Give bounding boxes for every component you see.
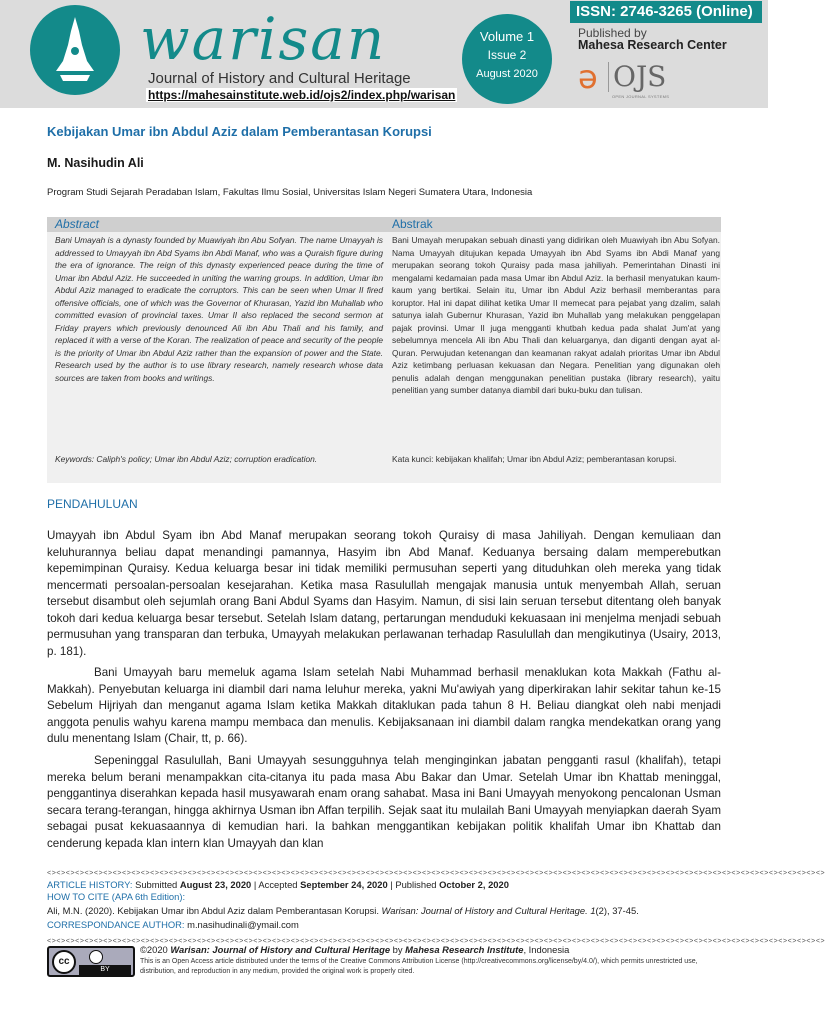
issue-label: Issue 2 xyxy=(487,48,527,62)
license-text: This is an Open Access article distributed under the terms of the Creative Commons Attribution License (http://creativecommons.org/license/by/4.0/), which permits unrestricted use, distribution, and reproduction in any medium, provided the original work is properly cited. xyxy=(140,958,698,975)
article-history xyxy=(47,879,509,891)
cc-by-label: BY xyxy=(79,965,131,975)
copyright-country: , Indonesia xyxy=(523,944,570,955)
correspondence-email-link[interactable]: m.nasihudinali@ymail.com xyxy=(187,919,299,930)
accepted-label: | Accepted xyxy=(253,879,298,890)
published-by-label: Published by xyxy=(578,26,647,40)
journal-url-link[interactable]: https://mahesainstitute.web.id/ojs2/index.php/warisan xyxy=(148,88,456,102)
copyright-by: by xyxy=(392,944,403,955)
correspondence-label: CORRESPONDANCE AUTHOR: xyxy=(47,919,185,930)
copyright-journal: Warisan: Journal of History and Cultural Heritage xyxy=(170,944,391,955)
ojs-wordmark: OJS xyxy=(608,62,666,92)
body-paragraph: Sepeninggal Rasulullah, Bani Umayyah sesungguhnya telah menginginkan jabatan pengganti rasul (khalifah), tetapi mereka belum berani menampakkan cita-citanya itu pada masa Abu Bakar dan Umar. Setelah Umar ibn Khattab meninggal, penggantinya diserahkan kepada hasil musyawarah enam orang sahabat. Masa ini Bani Umayyah menyokong pencalonan Usman secara terang-terangan, hingga akhirnya Usman ibn Affan terpilih. Sejak saat itu mulailah Bani Umayyah menyiapkan daerah Syam sebagai pusat kekuasaannya di kemudian hari. Ia bahkan menggantikan kebijakan politik khalifah Umar ibn Khattab dan cenderung kepada klan intern klan Umayyah dan klan xyxy=(47,754,721,850)
abstract-text-id: Bani Umayah merupakan sebuah dinasti yang didirikan oleh Muawiyah ibn Abu Sofyan. Nama Umayyah ditujukan kepada Umayyah ibn Abd Syams ibn Abdi Manaf yang merupakan seorang tokoh Quraisy pada masa jahiliyah. Pemerintahan Dinasti ini mengalami kedamaian pada masa Umar ibn Abdul Aziz. Ia berhasil menyatukan kaum-kaum yang bertikai. Selain itu, Umar ibn Abdul Aziz berhasil memberantas para koruptor. Hal ini dapat dilihat ketika Umar II memecat para pejabat yang dzalim, salah satunya ialah Gubernur Khurasan, Yazid ibn Muhallab yang melakukan penggelapan pajak provinsi. Umar II juga mengganti khutbah kedua pada shalat Jum'at yang sebelumnya mencela Ali ibn Abu Thali dan keluarganya, dan diganti dengan ayat al-Quran. Perwujudan ketenangan dan keamanan rakyat adalah prioritas Umar ibn Abdul Aziz ketimbang perluasan kekuasan dan Negara. Penelitian yang digunakan oleh penulis adalah dengan menggunakan penelitian pustaka (library research), yaitu penelitian yang sumber datanya diambil dari buku-buku dan tulisan. xyxy=(392,235,720,395)
section-heading: PENDAHULUAN xyxy=(47,497,138,511)
copyright-line xyxy=(140,944,569,955)
ojs-subtitle: OPEN JOURNAL SYSTEMS xyxy=(612,94,670,99)
correspondence xyxy=(47,919,299,931)
abstract-heading-en: Abstract xyxy=(47,217,384,232)
submitted-date: August 23, 2020 xyxy=(179,879,252,890)
journal-header xyxy=(0,0,768,108)
article-author: M. Nasihudin Ali xyxy=(47,156,144,170)
cite-label: HOW TO CITE (APA 6th Edition): xyxy=(47,891,186,902)
citation-issue: (2), 37-45. xyxy=(595,905,639,916)
accepted-date: September 24, 2020 xyxy=(300,879,388,890)
article-title: Kebijakan Umar ibn Abdul Aziz dalam Pemberantasan Korupsi xyxy=(47,124,432,139)
copyright-institute: Mahesa Research Institute xyxy=(405,944,524,955)
issue-date: August 2020 xyxy=(476,68,538,80)
journal-subtitle: Journal of History and Cultural Heritage xyxy=(148,70,411,87)
citation-journal: Warisan: Journal of History and Cultural Heritage. 1 xyxy=(381,905,596,916)
person-icon xyxy=(89,950,103,964)
cc-license-badge[interactable] xyxy=(47,946,135,977)
tower-icon xyxy=(30,5,120,95)
published-label: | Published xyxy=(390,879,437,890)
issn-badge: ISSN: 2746-3265 (Online) xyxy=(570,1,762,23)
footer-separator: <><><><><><><><><><><><><><><><><><><><><><><><><><><><><><><><><><><><><><><><><><><><><><><><><><><><><><><><><><><><><><><><><><><><><><><><><><><><><><><><><><><> xyxy=(47,870,825,877)
body-paragraph: Umayyah ibn Abdul Syam ibn Abd Manaf merupakan seorang tokoh Quraisy di masa Jahiliyah. Dengan kemuliaan dan keluhurannya beliau dapat menandingi pamannya, Hasyim ibn Abd Manaf. Keduanya bersaing dalam memperebutkan kepemimpinan Quraisy. Kedua keluarga besar ini tidak memiliki permusuhan seperti yang dituduhkan oleh mereka yang tidak mencermati persoalan-persoalan kesejarahan. Ketika masa Rasulullah mengajak manusia untuk menyembah Allah, seruan tersebut disambut oleh sejumlah orang Bani Abdul Syams dan Hasyim. Namun, di sisi lain seruan tersebut ditentang oleh banyak tokoh dari kedua keluarga besar tersebut. Setelah Islam datang, pertarungan menduduki kekuasaan ini menjelma menjadi sebuah permusuhan yang transparan dan terbuka, Umayyah melakukan perlawanan terhadap Rasulullah dan mengikutinya (Usairy, 2013, p. 181). xyxy=(47,529,721,658)
journal-brand: warisan xyxy=(140,5,387,73)
keywords-id: Kata kunci: kebijakan khalifah; Umar ibn Abdul Aziz; pemberantasan korupsi. xyxy=(392,454,677,464)
citation xyxy=(47,905,639,917)
ojs-mark-icon: ə xyxy=(578,58,598,96)
citation-text: Ali, M.N. (2020). Kebijakan Umar ibn Abdul Aziz dalam Pemberantasan Korupsi. xyxy=(47,905,379,916)
keywords-en: Keywords: Caliph's policy; Umar ibn Abdul Aziz; corruption eradication. xyxy=(55,454,318,464)
published-date: October 2, 2020 xyxy=(439,879,509,890)
volume-label: Volume 1 xyxy=(479,29,535,44)
cite-heading xyxy=(47,891,185,903)
ojs-logo xyxy=(578,60,698,102)
cc-icon: cc xyxy=(52,950,76,974)
abstract-section xyxy=(47,217,721,483)
abstract-heading-id: Abstrak xyxy=(384,217,721,232)
author-affiliation: Program Studi Sejarah Peradaban Islam, Fakultas Ilmu Sosial, Universitas Islam Negeri Sumatera Utara, Indonesia xyxy=(47,187,533,198)
submitted-label: Submitted xyxy=(135,879,178,890)
footer-separator: <><><><><><><><><><><><><><><><><><><><><><><><><><><><><><><><><><><><><><><><><><><><><><><><><><><><><><><><><><><><><><><><><><><><><><><><><><><><><><><><><><><> xyxy=(47,938,825,945)
abstract-text-en: Bani Umayah is a dynasty founded by Muawiyah ibn Abu Sofyan. The name Umayyah is addressed to Umayyah ibn Abd Syams ibn Abdi Manaf, who was a Quraish figure during the era of ignorance. The reign of this dynasty experienced peace during the time of Umar ibn Abdul Aziz. He succeeded in uniting the warring groups. In addition, Umar ibn Abdul Aziz managed to eradicate the corruptors. This can be seen when Umar II fired offensive officials, one of which was the Governor of Khurasan, Yazid ibn Muhallab who committed evasion of provincial taxes. Umar II also replaced the second sermon at Friday prayers which previously denounced Ali ibn Abu Thali and his family, and replaced it with a verse of the Koran. The realization of peace and security of the people is the priority of Umar ibn Abdul Aziz rather than the expansion of power and the State. Research used by the author is to use library research, namely research whose data sources are taken from books and writings. xyxy=(55,235,383,383)
journal-logo xyxy=(30,5,120,95)
volume-badge xyxy=(462,14,552,104)
publisher-name: Mahesa Research Center xyxy=(578,38,727,52)
history-label: ARTICLE HISTORY: xyxy=(47,879,133,890)
body-paragraph: Bani Umayyah baru memeluk agama Islam setelah Nabi Muhammad berhasil menaklukan kota Makkah (Fathu al-Makkah). Penyebutan keluarga ini diambil dari nama leluhur mereka, yakni Mu'awiyah yang diperkirakan lahir sekitar tahun ke-15 Sebelum Hijriyah dan menganut agama Islam ketika Makkah ditaklukan pada tahun 8 H. Beliau diangkat oleh nabi menjadi anggota penulis wahyu karena mampu membaca dan menulis. Kebijaksanaan ini diambil dalam rangka mendekatkan orang yang dulu menentang Islam (Chair, tt, p. 66). xyxy=(47,666,721,745)
copyright-year: ©2020 xyxy=(140,944,168,955)
